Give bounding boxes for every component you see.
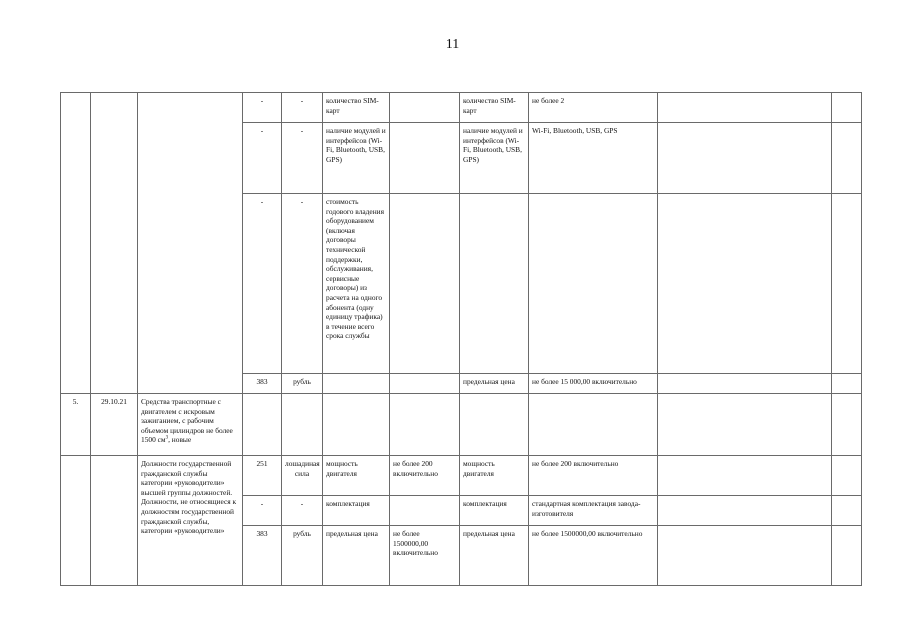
cell-empty (658, 496, 832, 526)
cell-unit-code: 383 (243, 374, 282, 394)
cell-unit-name: - (282, 194, 323, 374)
cell-empty (282, 394, 323, 456)
cell-empty (832, 526, 862, 586)
cell-empty (390, 394, 460, 456)
cell-value: не более 2 (529, 93, 658, 123)
cell-unit-name: лошадиная сила (282, 456, 323, 496)
cell-unit-code: 251 (243, 456, 282, 496)
cell-okpd-code: 29.10.21 (91, 394, 138, 456)
cell-characteristic: количество SIM-карт (460, 93, 529, 123)
cell-unit-name: рубль (282, 374, 323, 394)
cell-empty (658, 374, 832, 394)
cell-positions: Должности государственной гражданской службы категории «руководители» высшей группы должностей. Должности, не относящиеся к должностям государственной гражданской службы, категории «руководители» (138, 456, 243, 586)
cell-characteristic: комплектация (323, 496, 390, 526)
cell-empty (832, 194, 862, 374)
cell-characteristic: предельная цена (460, 374, 529, 394)
item-name-text: Средства транспортные с двигателем с искровым зажиганием, с рабочим объемом цилиндров не более 1500 см (141, 397, 233, 445)
cell-characteristic: стоимость годового владения оборудованием (включая договоры технической поддержки, обслуживания, сервисные договоры) из расчета на одного абонента (одну единицу трафика) в течение всего срока службы (323, 194, 390, 374)
cell-value: стандартная комплектация завода-изготовителя (529, 496, 658, 526)
table-row-engine-power (61, 456, 862, 496)
cell-characteristic: количество SIM-карт (323, 93, 390, 123)
cell-empty (323, 374, 390, 394)
cell-characteristic: мощность двигателя (460, 456, 529, 496)
cell-empty (390, 194, 460, 374)
cell-value: Wi-Fi, Bluetooth, USB, GPS (529, 123, 658, 194)
cell-unit-name: - (282, 496, 323, 526)
page-number: 11 (445, 37, 460, 52)
cell-value (390, 93, 460, 123)
cell-empty (658, 123, 832, 194)
cell-characteristic: комплектация (460, 496, 529, 526)
cell-empty (529, 394, 658, 456)
cell-empty (832, 93, 862, 123)
cell-value: не более 1500000,00 включительно (529, 526, 658, 586)
cell-empty (243, 394, 282, 456)
cell-value (390, 123, 460, 194)
cell-empty (658, 194, 832, 374)
cell-value: не более 1500000,00 включительно (390, 526, 460, 586)
cell-value: не более 15 000,00 включительно (529, 374, 658, 394)
cell-empty (832, 456, 862, 496)
cell-empty (61, 456, 91, 586)
cell-characteristic: предельная цена (460, 526, 529, 586)
cell-value: не более 200 включительно (529, 456, 658, 496)
cell-empty (138, 93, 243, 394)
cell-empty (658, 456, 832, 496)
cell-unit-code: - (243, 496, 282, 526)
cell-characteristic: предельная цена (323, 526, 390, 586)
cell-empty (658, 93, 832, 123)
cell-empty (832, 496, 862, 526)
cell-empty (460, 394, 529, 456)
cell-empty (91, 456, 138, 586)
cell-empty (832, 374, 862, 394)
cell-unit-code: 383 (243, 526, 282, 586)
cell-empty (832, 394, 862, 456)
cell-characteristic: мощность двигателя (323, 456, 390, 496)
cell-empty (658, 394, 832, 456)
item-name-superscript: 3 (165, 435, 169, 441)
cell-item-name (138, 394, 243, 456)
cell-unit-name: - (282, 93, 323, 123)
cell-empty (91, 93, 138, 394)
cell-empty (61, 93, 91, 394)
cell-empty (658, 526, 832, 586)
table-row-item-5 (61, 394, 862, 456)
cell-empty (529, 194, 658, 374)
cell-characteristic: наличие модулей и интерфейсов (Wi-Fi, Bluetooth, USB, GPS) (323, 123, 390, 194)
cell-unit-name: - (282, 123, 323, 194)
item-name-tail: , новые (168, 435, 192, 445)
cell-empty (390, 374, 460, 394)
cell-empty (460, 194, 529, 374)
cell-characteristic: наличие модулей и интерфейсов (Wi-Fi, Bluetooth, USB, GPS) (460, 123, 529, 194)
cell-value (390, 496, 460, 526)
requirements-table (60, 92, 862, 586)
cell-item-number: 5. (61, 394, 91, 456)
cell-unit-code: - (243, 123, 282, 194)
cell-empty (832, 123, 862, 194)
cell-unit-name: рубль (282, 526, 323, 586)
table-row-sim-cards (61, 93, 862, 123)
cell-empty (323, 394, 390, 456)
cell-value: не более 200 включительно (390, 456, 460, 496)
cell-unit-code: - (243, 194, 282, 374)
cell-unit-code: - (243, 93, 282, 123)
